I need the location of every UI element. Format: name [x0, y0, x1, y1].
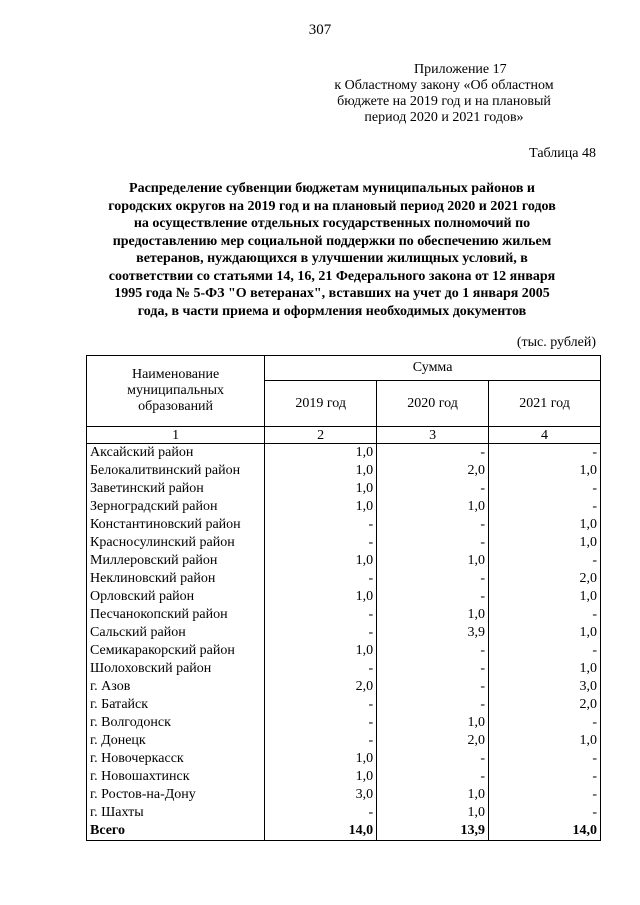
- municipality-name: Константиновский район: [87, 516, 265, 534]
- municipality-name: г. Азов: [87, 678, 265, 696]
- municipality-name: Песчанокопский район: [87, 606, 265, 624]
- municipality-name: г. Батайск: [87, 696, 265, 714]
- document-title: [86, 180, 578, 320]
- municipality-name: Шолоховский район: [87, 660, 265, 678]
- units-label: (тыс. рублей): [516, 335, 596, 350]
- municipality-name: Белокалитвинский район: [87, 462, 265, 480]
- value-2020: -: [377, 570, 489, 588]
- municipality-name: Зерноградский район: [87, 498, 265, 516]
- value-2020: 3,9: [377, 624, 489, 642]
- value-2021: -: [489, 750, 601, 768]
- value-2020: -: [377, 516, 489, 534]
- total-row: [87, 822, 601, 841]
- value-2020: 1,0: [377, 804, 489, 822]
- title-line: предоставлению мер социальной поддержки по обеспечению жильем: [112, 233, 552, 249]
- value-2020: 1,0: [377, 498, 489, 516]
- value-2019: 1,0: [265, 642, 377, 660]
- table-row: [87, 696, 601, 714]
- value-2020: 1,0: [377, 552, 489, 570]
- table-row: [87, 768, 601, 786]
- subvention-table: [86, 355, 601, 841]
- value-2021: -: [489, 642, 601, 660]
- table-row: [87, 678, 601, 696]
- value-2020: 2,0: [377, 732, 489, 750]
- table-row: [87, 732, 601, 750]
- appendix-line-1: к Областному закону «Об областном: [334, 78, 554, 93]
- municipality-name: г. Новочеркасск: [87, 750, 265, 768]
- title-line: года, в части приема и оформления необходимых документов: [137, 303, 527, 319]
- year-header-2019: 2019 год: [265, 381, 377, 427]
- value-2019: -: [265, 660, 377, 678]
- value-2019: -: [265, 534, 377, 552]
- value-2020: -: [377, 768, 489, 786]
- table-row: [87, 660, 601, 678]
- title-line: 1995 года № 5-ФЗ "О ветеранах", вставших на учет до 1 января 2005: [114, 286, 550, 301]
- table-row: [87, 462, 601, 480]
- value-2020: -: [377, 480, 489, 498]
- title-line: соответствии со статьями 14, 16, 21 Федерального закона от 12 января: [108, 268, 556, 284]
- municipality-name: Заветинский район: [87, 480, 265, 498]
- table-row: [87, 534, 601, 552]
- municipality-name: Красносулинский район: [87, 534, 265, 552]
- year-header-2020: 2020 год: [377, 381, 489, 427]
- appendix-line-3: период 2020 и 2021 годов»: [364, 110, 524, 125]
- value-2020: -: [377, 696, 489, 714]
- value-2020: 1,0: [377, 786, 489, 804]
- column-number: 2: [265, 427, 377, 444]
- table-row: [87, 606, 601, 624]
- value-2021: 1,0: [489, 660, 601, 678]
- table-row: [87, 588, 601, 606]
- value-2021: -: [489, 498, 601, 516]
- name-column-header: [87, 356, 265, 427]
- value-2021: 2,0: [489, 696, 601, 714]
- municipality-name: г. Донецк: [87, 732, 265, 750]
- table-row: [87, 516, 601, 534]
- table-row: [87, 642, 601, 660]
- title-line: Распределение субвенции бюджетам муниципальных районов и: [129, 181, 535, 196]
- municipality-name: Миллеровский район: [87, 552, 265, 570]
- value-2019: 2,0: [265, 678, 377, 696]
- value-2019: 1,0: [265, 462, 377, 480]
- value-2020: -: [377, 444, 489, 463]
- table-row: [87, 480, 601, 498]
- value-2019: -: [265, 624, 377, 642]
- value-2019: -: [265, 714, 377, 732]
- municipality-name: Аксайский район: [87, 444, 265, 463]
- municipality-name: Семикаракорский район: [87, 642, 265, 660]
- value-2019: -: [265, 696, 377, 714]
- value-2021: -: [489, 480, 601, 498]
- value-2021: 1,0: [489, 624, 601, 642]
- value-2021: -: [489, 768, 601, 786]
- value-2021: 1,0: [489, 462, 601, 480]
- value-2020: -: [377, 534, 489, 552]
- value-2021: -: [489, 552, 601, 570]
- value-2019: 1,0: [265, 552, 377, 570]
- value-2019: 1,0: [265, 750, 377, 768]
- value-2020: 2,0: [377, 462, 489, 480]
- table-row: [87, 570, 601, 588]
- value-2021: 14,0: [489, 822, 601, 841]
- value-2021: 1,0: [489, 732, 601, 750]
- value-2020: -: [377, 588, 489, 606]
- municipality-name: Сальский район: [87, 624, 265, 642]
- name-header-line: образований: [138, 399, 214, 414]
- value-2019: -: [265, 516, 377, 534]
- title-line: ветеранов, нуждающихся в улучшении жилищных условий, в: [136, 251, 528, 266]
- value-2021: 1,0: [489, 516, 601, 534]
- municipality-name: г. Ростов-на-Дону: [87, 786, 265, 804]
- table-row: [87, 624, 601, 642]
- value-2021: -: [489, 606, 601, 624]
- column-number: 3: [377, 427, 489, 444]
- value-2019: 1,0: [265, 588, 377, 606]
- appendix-title: Приложение 17: [414, 62, 507, 77]
- municipality-name: г. Шахты: [87, 804, 265, 822]
- value-2021: 1,0: [489, 534, 601, 552]
- year-header-2021: 2021 год: [489, 381, 601, 427]
- value-2019: 3,0: [265, 786, 377, 804]
- table-row: [87, 804, 601, 822]
- value-2020: -: [377, 642, 489, 660]
- name-header-line: муниципальных: [127, 383, 225, 398]
- value-2019: 1,0: [265, 480, 377, 498]
- value-2020: -: [377, 678, 489, 696]
- value-2021: 3,0: [489, 678, 601, 696]
- value-2019: -: [265, 606, 377, 624]
- value-2020: 1,0: [377, 714, 489, 732]
- value-2019: 1,0: [265, 444, 377, 463]
- value-2019: 14,0: [265, 822, 377, 841]
- appendix-block: [294, 62, 594, 126]
- column-number: 1: [87, 427, 265, 444]
- value-2021: -: [489, 444, 601, 463]
- municipality-name: г. Новошахтинск: [87, 768, 265, 786]
- name-header-line: Наименование: [131, 367, 220, 382]
- value-2021: -: [489, 714, 601, 732]
- value-2021: -: [489, 786, 601, 804]
- table-number: Таблица 48: [529, 146, 596, 161]
- municipality-name: Всего: [87, 822, 265, 841]
- table-row: [87, 750, 601, 768]
- table-row: [87, 552, 601, 570]
- table-row: [87, 498, 601, 516]
- title-line: на осуществление отдельных государственных полномочий по: [133, 216, 531, 231]
- municipality-name: Неклиновский район: [87, 570, 265, 588]
- value-2019: -: [265, 804, 377, 822]
- sum-header: Сумма: [265, 356, 601, 381]
- page-number: 307: [308, 22, 332, 38]
- municipality-name: г. Волгодонск: [87, 714, 265, 732]
- value-2019: 1,0: [265, 768, 377, 786]
- value-2019: -: [265, 570, 377, 588]
- table-row: [87, 786, 601, 804]
- table-row: [87, 714, 601, 732]
- value-2019: -: [265, 732, 377, 750]
- value-2020: 1,0: [377, 606, 489, 624]
- appendix-line-2: бюджете на 2019 год и на плановый: [337, 94, 551, 109]
- value-2021: 1,0: [489, 588, 601, 606]
- value-2021: -: [489, 804, 601, 822]
- title-line: городских округов на 2019 год и на плановый период 2020 и 2021 годов: [108, 198, 556, 214]
- table-body: [87, 444, 601, 841]
- value-2020: -: [377, 660, 489, 678]
- column-number: 4: [489, 427, 601, 444]
- municipality-name: Орловский район: [87, 588, 265, 606]
- value-2019: 1,0: [265, 498, 377, 516]
- value-2020: -: [377, 750, 489, 768]
- value-2021: 2,0: [489, 570, 601, 588]
- table-row: [87, 444, 601, 463]
- value-2020: 13,9: [377, 822, 489, 841]
